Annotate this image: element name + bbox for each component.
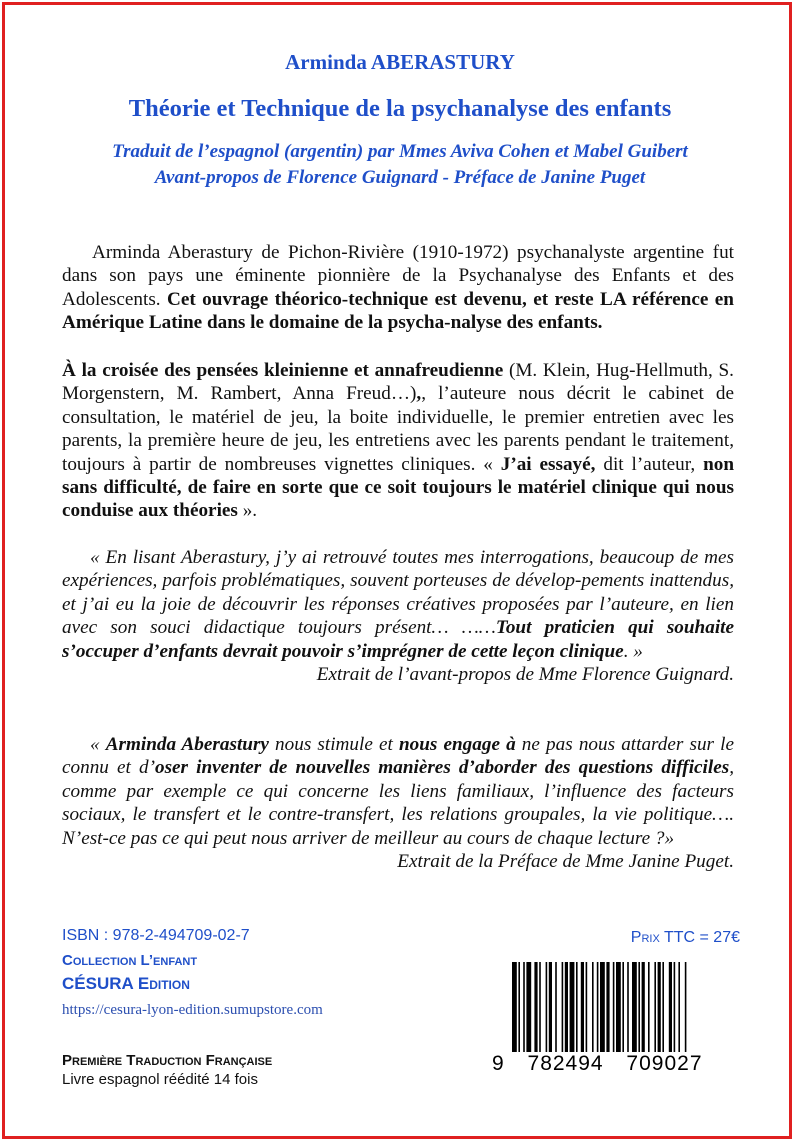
- foreword-attribution: Extrait de l’avant-propos de Mme Florence Guignard.: [316, 664, 734, 686]
- preface-quote: [62, 733, 734, 873]
- content-bold-3: non sans difficulté, de faire en sorte que ce soit toujours le matériel clinique qui nous conduise aux théories: [62, 453, 734, 522]
- preface-quote-text-3: , comme par exemple ce qui concerne les liens familiaux, l’influence des facteurs sociaux, le transfert et le contre-transfert, les relations groupales, la vie politique…. N’est-ce pas ce qui peut nous arriver de meilleur au cours de chaque lecture ?»: [62, 757, 734, 849]
- preface-quote-open: «: [90, 734, 106, 755]
- reedition-note: Livre espagnol réédité 14 fois: [62, 1071, 258, 1088]
- content-text-2: , l’auteure nous décrit le cabinet de consultation, le matériel de jeu, la boite individuelle, le premier entretien avec les parents, la première heure de jeu, les entretiens avec les parents pendant le traitement, toujours à partir de nombreuses vignettes cliniques. «: [62, 383, 734, 475]
- intro-text: Arminda Aberastury de Pichon-Rivière (1910-1972) psychanalyste argentine fut dans son pays une éminente pionnière de la Psychanalyse des Enfants et des Adolescents.: [62, 242, 734, 310]
- preface-quote-bold-2: nous engage à: [398, 734, 516, 755]
- intro-bold-text: Cet ouvrage théorico-technique est devenu, et reste LA référence en Amérique Latine dans le domaine de la psycha-nalyse des enfants.: [62, 288, 734, 334]
- preface-quote-bold-3: oser inventer de nouvelles manières d’aborder des questions difficiles: [154, 757, 730, 779]
- publisher-url-link[interactable]: https://cesura-lyon-edition.sumupstore.com: [62, 1002, 323, 1018]
- intro-paragraph: [62, 241, 734, 335]
- first-translation-label: Première Traduction Française: [62, 1052, 273, 1069]
- foreword-quote-text: « En lisant Aberastury, j’y ai retrouvé toutes mes interrogations, beaucoup de mes expériences, parfois problématiques, souvent porteuses de dévelop-pements inattendus, et j’ai eu la joie de découvrir les réponses créatives proposées par l’auteure, en lien avec son souci didactique toujours présent… ……: [62, 547, 734, 639]
- collection-name: Collection L’enfant: [62, 952, 198, 969]
- preface-quote-text-2: ne pas nous attarder sur le connu et d’: [62, 734, 734, 779]
- content-paragraph: À la croisée des pensées kleinienne et annafreudienne (M. Klein, Hug-Hellmuth, S. Morgenstern, M. Rambert, Anna Freud…),, l’auteure nous décrit le cabinet de consultation, le matériel de jeu, la boite individuelle, le premier entretien avec les parents, la première heure de jeu, les entretiens avec les parents pendant le traitement, toujours à partir de nombreuses vignettes cliniques. « J’ai essayé, dit l’auteur, non sans difficulté, de faire en sorte que ce soit toujours le matériel clinique qui nous conduise aux théories ».: [62, 360, 734, 522]
- content-text-3: dit l’auteur,: [595, 453, 704, 475]
- publisher-name: [62, 974, 190, 994]
- foreword-quote-end: . »: [623, 640, 643, 662]
- content-text-4: ».: [237, 500, 258, 522]
- publisher-brand: CÉSURA: [62, 974, 134, 993]
- preface-quote-bold-1: Arminda Aberastury: [105, 734, 269, 755]
- content-bold-2: J’ai essayé,: [500, 453, 596, 475]
- translation-credit: Traduit de l’espagnol (argentin) par Mmes Aviva Cohen et Mabel Guibert: [112, 141, 688, 162]
- foreword-quote: [62, 546, 734, 686]
- preface-credit: Avant-propos de Florence Guignard - Préface de Janine Puget: [154, 167, 646, 188]
- foreword-quote-bold: Tout praticien qui souhaite s’occuper d’enfants devrait pouvoir s’imprégner de cette leçon clinique: [62, 617, 734, 662]
- barcode-digits: 9 782494 709027: [492, 1052, 703, 1075]
- author-name: Arminda ABERASTURY: [285, 50, 515, 74]
- publisher-edition-word: Edition: [137, 974, 190, 993]
- content-text-1: (M. Klein, Hug-Hellmuth, S. Morgenstern, M. Rambert, Anna Freud…): [62, 360, 734, 405]
- isbn: ISBN : 978-2-494709-02-7: [62, 927, 250, 944]
- preface-attribution: Extrait de la Préface de Mme Janine Puget.: [397, 851, 734, 873]
- content-bold-1: À la croisée des pensées kleinienne et annafreudienne: [62, 360, 504, 381]
- book-title: Théorie et Technique de la psychanalyse des enfants: [128, 95, 672, 122]
- price-label: Prix TTC = 27€: [630, 929, 740, 946]
- preface-quote-text-1: nous stimule et: [268, 734, 399, 755]
